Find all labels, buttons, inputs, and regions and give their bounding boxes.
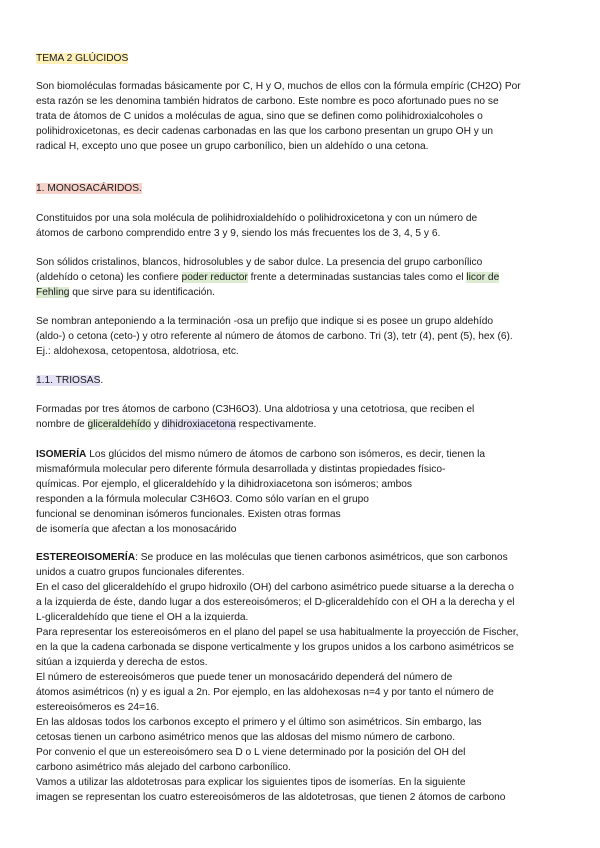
paragraph-line: Fehling que sirve para su identificación. (36, 287, 215, 298)
intro-line: radical H, excepto uno que posee un grupo carbonílico, bien un aldehído o una cetona. (36, 141, 429, 152)
subsection-heading-triosas: 1.1. TRIOSAS. (36, 375, 104, 386)
paragraph-line: sitúan a izquierda y derecha de estos. (36, 657, 208, 668)
paragraph-line: Constituidos por una sola molécula de polihidroxialdehído o polihidroxicetona y con un número de (36, 213, 478, 224)
highlight-dihidroxiacetona: dihidroxiacetona (161, 419, 236, 430)
paragraph-line: Se nombran anteponiendo a la terminación -osa un prefijo que indique si es posee un grupo aldehído (36, 316, 494, 327)
paragraph-line: átomos de carbono comprendido entre 3 y 9, siendo los más frecuentes los de 3, 4, 5 y 6. (36, 228, 441, 239)
paragraph-line: químicas. Por ejemplo, el gliceraldehído y la dihidroxiacetona son isómeros; ambos (36, 479, 412, 490)
term-estereoisomeria: ESTEREOISOMERÍA (36, 552, 136, 563)
paragraph-line: unidos a cuatro grupos funcionales diferentes. (36, 567, 245, 578)
intro-line: polihidroxicetonas, es decir cadenas carbonadas en las que los carbono presentan un grupo OH y un (36, 126, 494, 137)
paragraph-line: responden a la fórmula molecular C3H6O3. Como sólo varían en el grupo (36, 494, 369, 505)
paragraph-line: En las aldosas todos los carbonos excepto el primero y el último son asimétricos. Sin embargo, las (36, 717, 482, 728)
paragraph-line: Vamos a utilizar las aldotetrosas para explicar los siguientes tipos de isomerías. En la siguiente (36, 777, 466, 788)
highlight-licor-de: licor de (466, 272, 500, 283)
paragraph-line: En el caso del gliceraldehído el grupo hidroxilo (OH) del carbono asimétrico puede situarse a la derecha o (36, 582, 514, 593)
paragraph-line: L-gliceraldehído que tiene el OH a la izquierda. (36, 612, 249, 623)
paragraph-line: estereoisómeros es 24=16. (36, 702, 160, 713)
paragraph-line: de isomería que afectan a los monosacárido (36, 524, 237, 535)
paragraph-line: El número de estereoisómeros que puede tener un monosacárido dependerá del número de (36, 672, 453, 683)
paragraph-line: (aldehído o cetona) les confiere poder reductor frente a determinadas sustancias tales como el licor de (36, 272, 500, 283)
paragraph-line: ISOMERÍA Los glúcidos del mismo número de átomos de carbono son isómeros, es decir, tienen la (36, 449, 486, 460)
paragraph-line: a la izquierda de éste, dando lugar a dos estereoisómeros; el D-gliceraldehído con el OH a la derecha y el (36, 597, 515, 608)
paragraph-line: imagen se representan los cuatro estereoisómeros de las aldotetrosas, que tienen 2 átomos de carbono (36, 792, 506, 803)
paragraph-line: ESTEREOISOMERÍA: Se produce en las moléculas que tienen carbonos asimétricos, que son carbonos (36, 552, 508, 563)
intro-line: esta razón se les denomina también hidratos de carbono. Este nombre es poco afortunado pues no se (36, 96, 499, 107)
paragraph-line: Por convenio el que un estereoisómero sea D o L viene determinado por la posición del OH del (36, 747, 466, 758)
term-isomeria: ISOMERÍA (36, 449, 87, 460)
paragraph-line: Son sólidos cristalinos, blancos, hidrosolubles y de sabor dulce. La presencia del grupo carbonílico (36, 257, 483, 268)
paragraph-line: Para representar los estereoisómeros en el plano del papel se usa habitualmente la proyección de Fischer, (36, 627, 519, 638)
highlight-poder-reductor: poder reductor (181, 272, 248, 283)
intro-line: trata de átomos de C unidos a moléculas de agua, sino que se definen como polihidroxialcoholes o (36, 111, 483, 122)
paragraph-line: átomos asimétricos (n) y es igual a 2n. Por ejemplo, en las aldohexosas n=4 y por tanto el número de (36, 687, 494, 698)
intro-line: Son biomoléculas formadas básicamente por C, H y O, muchos de ellos con la fórmula empíric (CH2O) Por (36, 81, 521, 92)
paragraph-line: en la que la cadena carbonada se dispone verticalmente y los grupos unidos a los carbono asimétricos se (36, 642, 514, 653)
paragraph-line: carbono asimétrico más alejado del carbono carbonílico. (36, 762, 291, 773)
paragraph-line: Ej.: aldohexosa, cetopentosa, aldotriosa, etc. (36, 346, 239, 357)
paragraph-line: (aldo-) o cetona (ceto-) y otro referente al número de átomos de carbono. Tri (3), tetr (4), pent (5), hex (6). (36, 331, 513, 342)
document-title: TEMA 2 GLÚCIDOS (36, 53, 129, 64)
paragraph-line: mismafórmula molecular pero diferente fórmula desarrollada y distintas propiedades físico- (36, 464, 446, 475)
paragraph-line: Formadas por tres átomos de carbono (C3H6O3). Una aldotriosa y una cetotriosa, que reciben el (36, 404, 475, 415)
highlight-gliceraldehido: gliceraldehído (87, 419, 151, 430)
highlight-fehling: Fehling (36, 287, 70, 298)
paragraph-line: cetosas tienen un carbono asimétrico menos que las aldosas del mismo número de carbono. (36, 732, 456, 743)
paragraph-line: funcional se denominan isómeros funcionales. Existen otras formas (36, 509, 341, 520)
section-heading-monosacaridos: 1. MONOSACÁRIDOS. (36, 183, 142, 194)
paragraph-line: nombre de gliceraldehído y dihidroxiacetona respectivamente. (36, 419, 317, 430)
